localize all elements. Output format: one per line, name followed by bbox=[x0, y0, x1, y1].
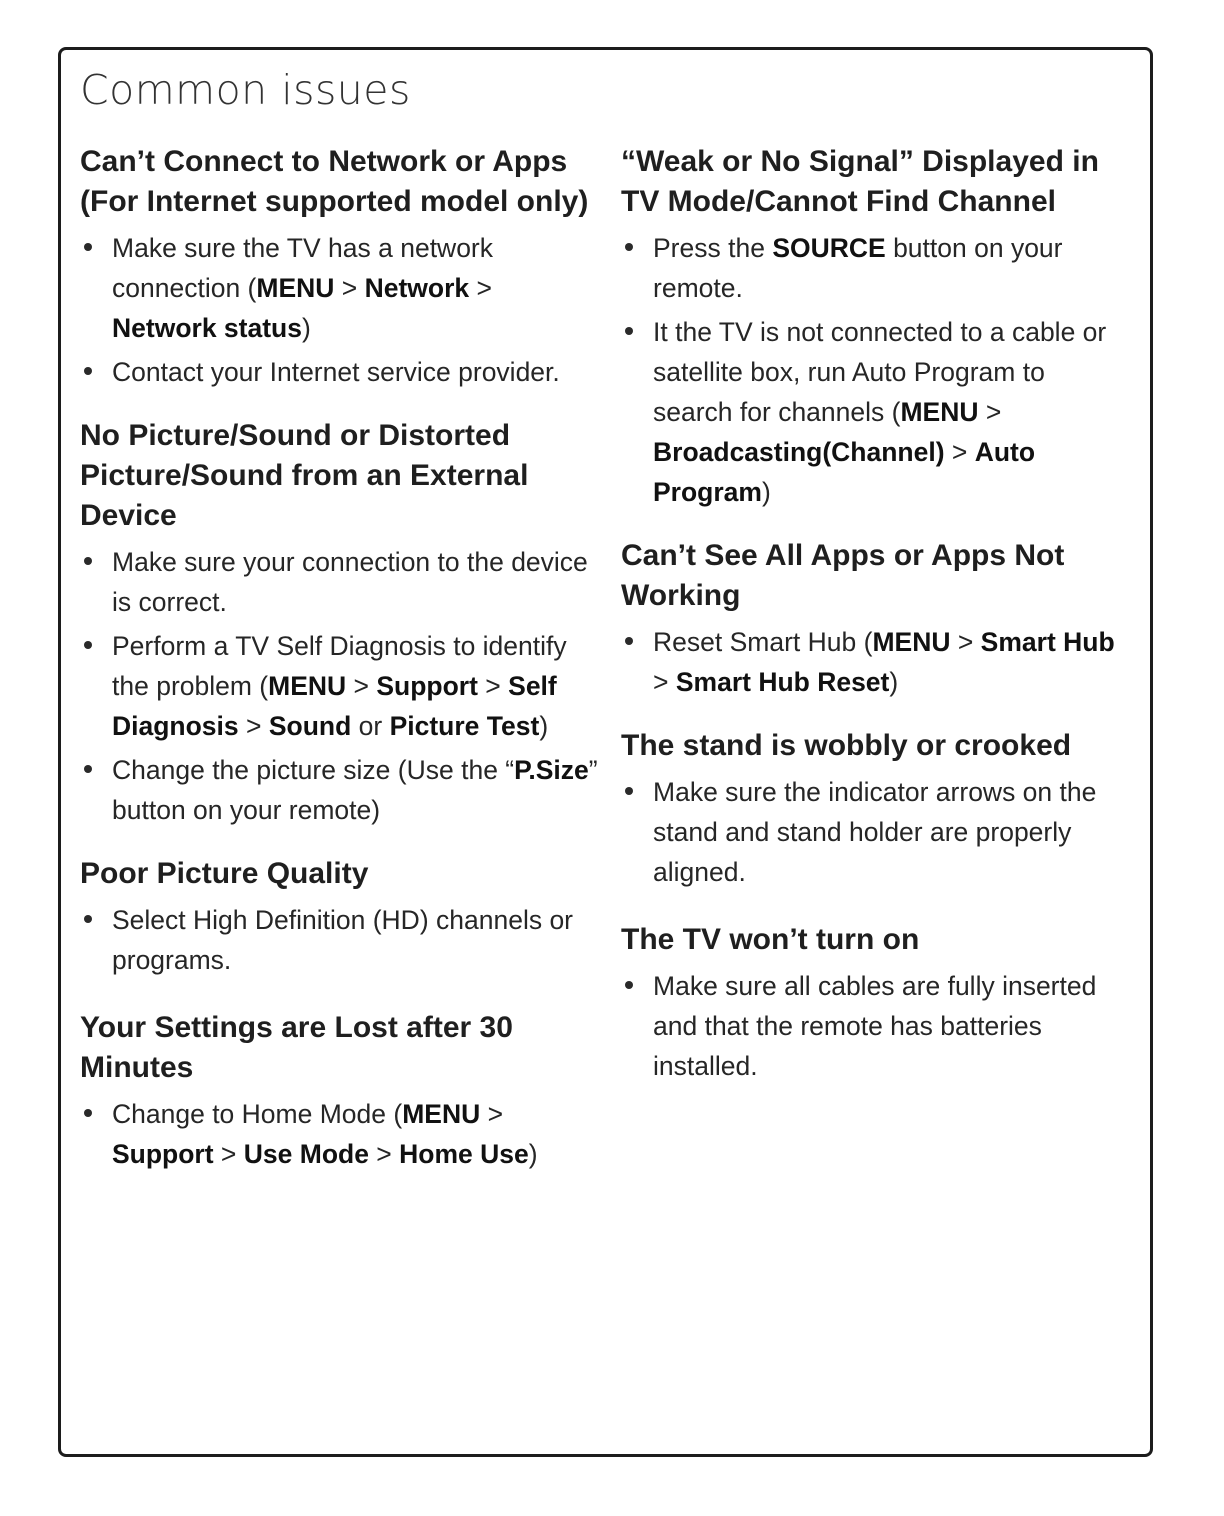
list-item: Select High Definition (HD) channels or programs. bbox=[80, 900, 600, 980]
section-heading: The stand is wobbly or crooked bbox=[621, 729, 1072, 762]
list-item: Contact your Internet service provider. bbox=[80, 352, 600, 392]
list-item: Make sure your connection to the device is correct. bbox=[80, 542, 600, 622]
section-heading: “Weak or No Signal” Displayed in TV Mode/Cannot Find Channel bbox=[621, 145, 1099, 218]
list-item: Make sure the indicator arrows on the stand and stand holder are properly aligned. bbox=[621, 772, 1131, 892]
list-item: Press the SOURCE button on your remote. bbox=[621, 228, 1131, 308]
section-heading: Can’t See All Apps or Apps Not Working bbox=[621, 539, 1065, 612]
bullet-list bbox=[80, 1094, 600, 1174]
section-settings-lost bbox=[80, 1008, 600, 1174]
section-heading: No Picture/Sound or Distorted Picture/Sound from an External Device bbox=[80, 419, 529, 532]
list-item: Make sure all cables are fully inserted and that the remote has batteries installed. bbox=[621, 966, 1131, 1086]
left-column bbox=[80, 142, 600, 1178]
section-heading: The TV won’t turn on bbox=[621, 923, 920, 956]
section-picture-quality bbox=[80, 854, 600, 980]
bullet-icon bbox=[625, 981, 633, 989]
bullet-icon bbox=[625, 243, 633, 251]
bullet-icon bbox=[84, 915, 92, 923]
bullet-icon bbox=[84, 1109, 92, 1117]
list-item: It the TV is not connected to a cable or satellite box, run Auto Program to search for channels (MENU > Broadcasting(Channel) > Auto Program) bbox=[621, 312, 1131, 512]
section-power bbox=[621, 920, 1131, 1086]
bullet-list bbox=[80, 542, 600, 830]
section-stand bbox=[621, 726, 1131, 892]
page-title: Common issues bbox=[80, 66, 411, 114]
bullet-list bbox=[621, 966, 1131, 1086]
bullet-list bbox=[621, 622, 1131, 702]
list-item: Reset Smart Hub (MENU > Smart Hub > Smart Hub Reset) bbox=[621, 622, 1131, 702]
bullet-icon bbox=[84, 243, 92, 251]
list-item: Change to Home Mode (MENU > Support > Use Mode > Home Use) bbox=[80, 1094, 600, 1174]
list-item: Make sure the TV has a network connection (MENU > Network > Network status) bbox=[80, 228, 600, 348]
bullet-icon bbox=[625, 637, 633, 645]
bullet-icon bbox=[625, 787, 633, 795]
bullet-list bbox=[80, 900, 600, 980]
bullet-icon bbox=[625, 327, 633, 335]
bullet-list bbox=[621, 772, 1131, 892]
section-weak-signal bbox=[621, 142, 1131, 512]
bullet-icon bbox=[84, 367, 92, 375]
list-item: Change the picture size (Use the “P.Size” button on your remote) bbox=[80, 750, 600, 830]
bullet-list bbox=[621, 228, 1131, 512]
bullet-list bbox=[80, 228, 600, 392]
list-item: Perform a TV Self Diagnosis to identify the problem (MENU > Support > Self Diagnosis > Sound or Picture Test) bbox=[80, 626, 600, 746]
bullet-icon bbox=[84, 641, 92, 649]
section-external-device bbox=[80, 416, 600, 830]
section-heading: Your Settings are Lost after 30 Minutes bbox=[80, 1011, 513, 1084]
section-apps bbox=[621, 536, 1131, 702]
section-heading: Poor Picture Quality bbox=[80, 857, 369, 890]
section-heading: Can’t Connect to Network or Apps (For Internet supported model only) bbox=[80, 145, 589, 218]
section-network bbox=[80, 142, 600, 392]
bullet-icon bbox=[84, 557, 92, 565]
bullet-icon bbox=[84, 765, 92, 773]
right-column bbox=[621, 142, 1131, 1090]
